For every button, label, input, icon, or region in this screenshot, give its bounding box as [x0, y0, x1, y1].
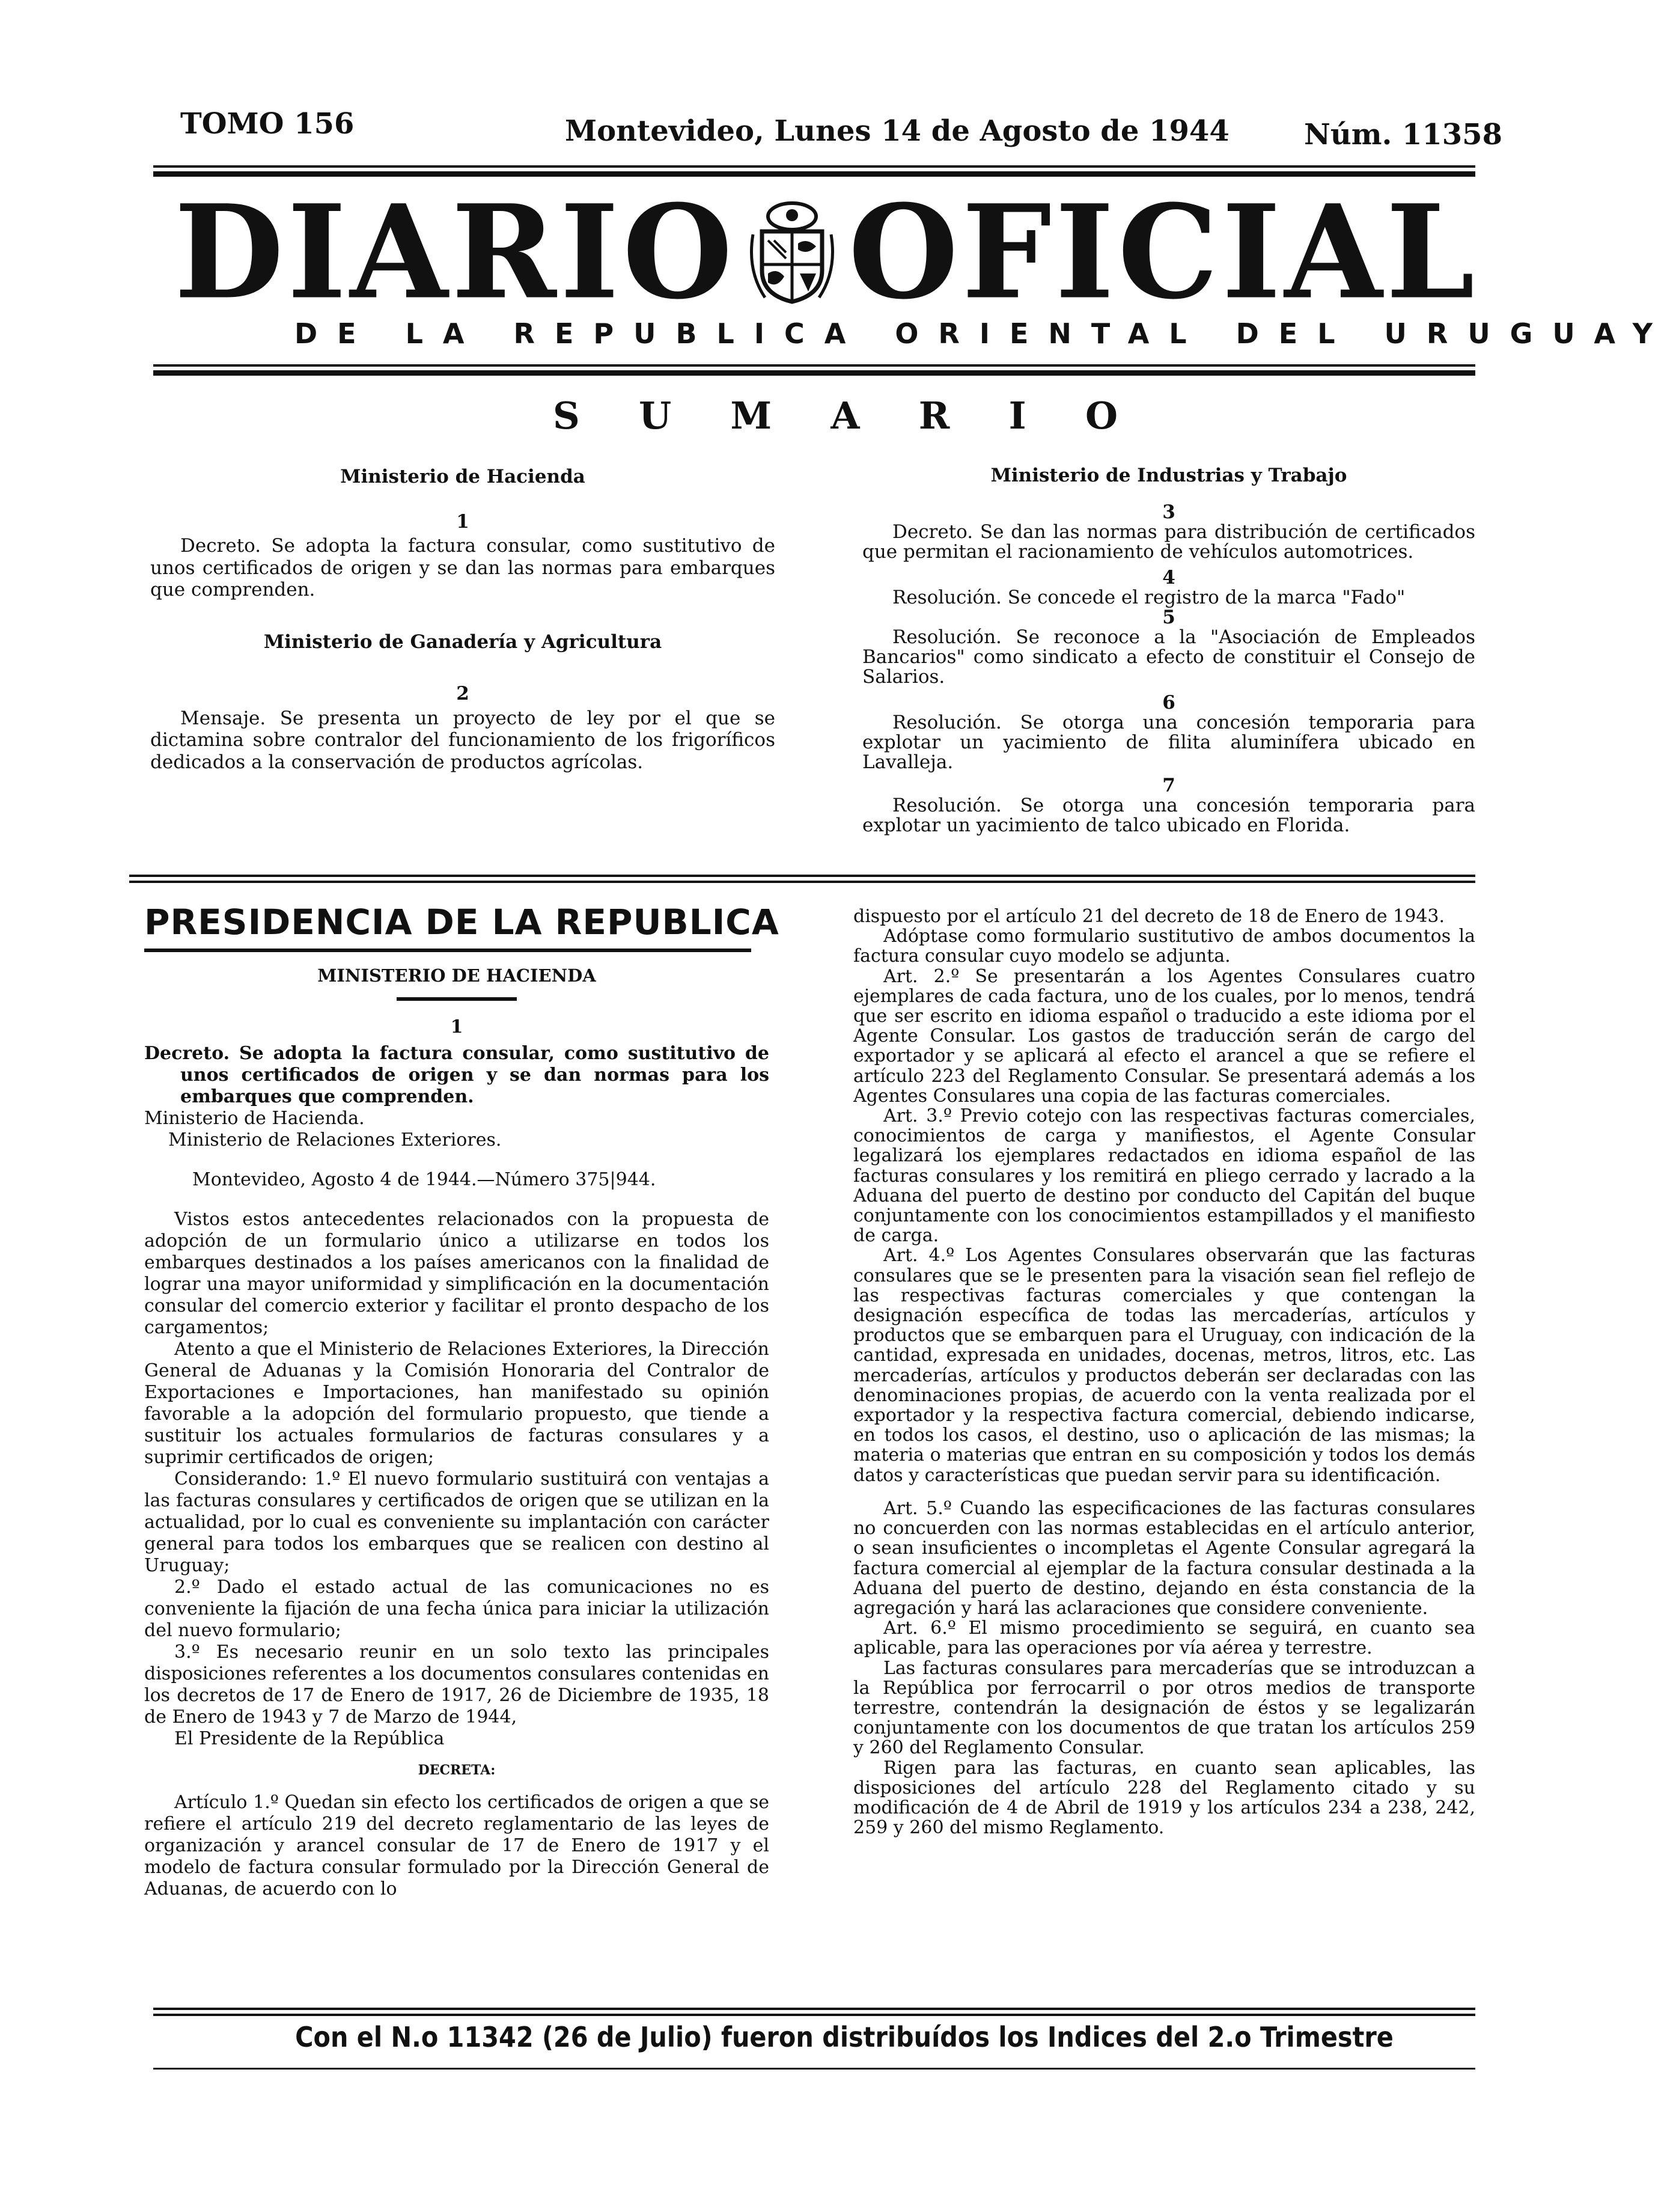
decree-title: Decreto. Se adopta la factura consular, como sustitutivo de unos certificados de origen y se dan normas para los embarques que comprenden.: [144, 1043, 769, 1107]
sumario-item-number: 2: [456, 683, 469, 704]
signatory-hacienda: Ministerio de Hacienda.: [144, 1108, 365, 1129]
article-1: Artículo 1.º Quedan sin efecto los certificados de origen a que se refiere el artículo 219 del decreto reglamentario de las leyes de organización y arancel consular de 17 de Enero de 1917 y el modelo de factura consular formulado por la Dirección General de Aduanas, de acuerdo con lo: [144, 1792, 769, 1899]
sumario-item-number: 6: [1162, 692, 1175, 713]
ministry-dash-rule: [397, 997, 517, 1001]
president-line: El Presidente de la República: [174, 1728, 445, 1749]
footer-rule-3: [153, 2068, 1475, 2070]
sumario-rule-1: [129, 875, 1475, 877]
footer-rule-2: [153, 2014, 1475, 2016]
decreta-label: DECRETA:: [418, 1762, 496, 1778]
masthead-rule-2: [153, 370, 1475, 376]
sumario-item-number: 5: [1162, 606, 1175, 628]
sumario-item-number: 1: [456, 510, 469, 533]
article-right-column: [853, 906, 1475, 1838]
sumario-letter: S: [553, 394, 580, 438]
sumario-left-column: [150, 466, 775, 773]
sumario-item: Resolución. Se otorga una concesión temporaria para explotar un yacimiento de filita aluminífera ubicado en Lavalleja.: [862, 712, 1475, 773]
sumario-item-number: 4: [1162, 567, 1175, 588]
sumario-ministry-hacienda: Ministerio de Hacienda: [340, 466, 585, 487]
paragraph: Rigen para las facturas, en cuanto sean aplicables, las disposiciones del artículo 228 del Reglamento citado y su modificación de 4 de Abril de 1919 y los artículos 234 a 238, 242, 259 y 260 del mismo Reglamento.: [853, 1757, 1475, 1839]
masthead-subtitle: DE LA REPUBLICA ORIENTAL DEL URUGUAY: [294, 317, 1672, 350]
issue-date: Montevideo, Lunes 14 de Agosto de 1944: [565, 114, 1230, 148]
sumario-item: Resolución. Se reconoce a la "Asociación de Empleados Bancarios" como sindicato a efecto de constituir el Consejo de Salarios.: [862, 626, 1475, 688]
article-5: Art. 5.º Cuando las especificaciones de las facturas consulares no concuerden con las normas establecidas en el artículo anterior, o sean insuficientes o incompletas el Agente Consular agregará la factura comercial al ejemplar de la factura consular destinada a la Aduana del puerto de destino, dejando en ésta constancia de la agregación y hará las aclaraciones que considere conveniente.: [853, 1497, 1475, 1619]
masthead-word-diario: DIARIO: [174, 176, 736, 328]
sumario-letter: A: [830, 394, 860, 438]
sumario-rule-2: [129, 881, 1475, 883]
sumario-item-number: 3: [1162, 501, 1175, 523]
sumario-item-number: 7: [1162, 775, 1175, 796]
footer-rule-1: [153, 2008, 1475, 2010]
coat-of-arms-icon: [747, 198, 837, 307]
sumario-ministry-ganaderia: Ministerio de Ganadería y Agricultura: [263, 631, 662, 653]
issue-number: Núm. 11358: [1304, 118, 1502, 151]
section-heading-rule: [144, 949, 751, 952]
sumario-letter: M: [730, 394, 772, 438]
continued-paragraph: dispuesto por el artículo 21 del decreto de 18 de Enero de 1943.: [853, 906, 1445, 927]
tomo-label: TOMO 156: [180, 107, 355, 141]
sumario-item: Resolución. Se otorga una concesión temporaria para explotar un yacimiento de talco ubicado en Florida.: [862, 795, 1475, 836]
header-rule-top: [153, 165, 1475, 168]
masthead: [174, 176, 1478, 328]
dateline: Montevideo, Agosto 4 de 1944.—Número 375|944.: [192, 1169, 656, 1190]
sumario-heading: [553, 394, 1118, 438]
masthead-word-oficial: OFICIAL: [848, 176, 1478, 328]
masthead-rule-1: [153, 364, 1475, 367]
article-4: Art. 4.º Los Agentes Consulares observarán que las facturas consulares que se le presenten para la visación sean fiel reflejo de las respectivas facturas comerciales y que contengan la designación específica de todas las mercaderías, artículos y productos que se embarquen para el Uruguay, con indicación de la cantidad, expresada en unidades, docenas, metros, litros, etc. Las mercaderías, artículos y productos deberán ser declaradas con las denominaciones propias, de acuerdo con la venta realizada por el exportador y la respectiva factura comercial, debiendo indicarse, en todos los casos, el destino, uso o aplicación de las mismas; la materia o materias que entran en su composición y todos los demás datos y características que puedan servir para su identificación.: [853, 1245, 1475, 1486]
paragraph: Adóptase como formulario sustitutivo de ambos documentos la factura consular cuyo modelo se adjunta.: [853, 926, 1475, 967]
section-heading: PRESIDENCIA DE LA REPUBLICA: [144, 902, 779, 943]
article-ministry: MINISTERIO DE HACIENDA: [317, 965, 596, 986]
sumario-item: Decreto. Se dan las normas para distribución de certificados que permitan el racionamiento de vehículos automotrices.: [862, 521, 1475, 563]
sumario-letter: R: [918, 394, 950, 438]
article-6: Art. 6.º El mismo procedimiento se seguirá, en cuanto sea aplicable, para las operaciones por vía aérea y terrestre.: [853, 1618, 1475, 1659]
paragraph: 3.º Es necesario reunir en un solo texto las principales disposiciones referentes a los documentos consulares contenidas en los decretos de 17 de Enero de 1917, 26 de Diciembre de 1935, 18 de Enero de 1943 y 7 de Marzo de 1944,: [144, 1642, 769, 1728]
sumario-item: Resolución. Se concede el registro de la marca "Fado": [892, 587, 1406, 608]
sumario-item: Decreto. Se adopta la factura consular, como sustitutivo de unos certificados de origen y se dan las normas para embarques que comprenden.: [150, 535, 775, 600]
sumario-letter: U: [639, 394, 672, 438]
paragraph: Las facturas consulares para mercaderías que se introduzcan a la República por ferrocarril o por otros medios de transporte terrestre, contendrán la designación de éstos y se legalizarán conjuntamente con los documentos de que tratan los artículos 259 y 260 del Reglamento Consular.: [853, 1657, 1475, 1759]
article-3: Art. 3.º Previo cotejo con las respectivas facturas comerciales, conocimientos de carga y manifiestos, el Agente Consular legalizará los ejemplares redactados en idioma español de las facturas consulares y los remitirá en pliego cerrado y lacrado a la Aduana del puerto de destino por conducto del Capitán del buque conjuntamente con los conocimientos estampillados y el manifiesto de carga.: [853, 1105, 1475, 1247]
article-left-column: [144, 965, 769, 1900]
footer-note: Con el N.o 11342 (26 de Julio) fueron distribuídos los Indices del 2.o Trimestre: [295, 2021, 1394, 2053]
sumario-ministry-industrias: Ministerio de Industrias y Trabajo: [990, 465, 1347, 486]
sumario-letter: O: [1085, 394, 1118, 438]
paragraph: Considerando: 1.º El nuevo formulario sustituirá con ventajas a las facturas consulares y certificados de origen que se utilizan en la actualidad, por lo cual es conveniente su implantación con carácter general para todos los embarques que se realicen con destino al Uruguay;: [144, 1468, 769, 1576]
sumario-letter: I: [1008, 394, 1026, 438]
sumario-item: Mensaje. Se presenta un proyecto de ley por el que se dictamina sobre contralor del funcionamiento de los frigoríficos dedicados a la conservación de productos agrícolas.: [150, 707, 775, 773]
paragraph: 2.º Dado el estado actual de las comunicaciones no es conveniente la fijación de una fecha única para iniciar la utilización del nuevo formulario;: [144, 1577, 769, 1641]
article-2: Art. 2.º Se presentarán a los Agentes Consulares cuatro ejemplares de cada factura, uno de los cuales, por lo menos, tendrá que ser escrito en idioma español o traducido a este idioma por el Agente Consular. Los gastos de traducción serán de cargo del exportador y se aplicará al efecto el arancel a que se refiere el artículo 223 del Reglamento Consular. Se presentará además a los Agentes Consulares una copia de las facturas comerciales.: [853, 965, 1475, 1107]
signatory-relaciones: Ministerio de Relaciones Exteriores.: [168, 1129, 502, 1150]
paragraph: Vistos estos antecedentes relacionados con la propuesta de adopción de un formulario único a utilizarse en todos los embarques destinados a los países americanos con la finalidad de lograr una mayor uniformidad y simplificación en la documentación consular del comercio exterior y facilitar el pronto despacho de los cargamentos;: [144, 1209, 769, 1338]
paragraph: Atento a que el Ministerio de Relaciones Exteriores, la Dirección General de Aduanas y la Comisión Honoraria del Contralor de Exportaciones e Importaciones, han manifestado su opinión favorable a la adopción del formulario propuesto, que tiende a sustituir los actuales formularios de facturas consulares y a suprimir certificados de origen;: [144, 1339, 769, 1468]
article-number: 1: [450, 1016, 463, 1037]
sumario-right-column: [862, 466, 1475, 836]
